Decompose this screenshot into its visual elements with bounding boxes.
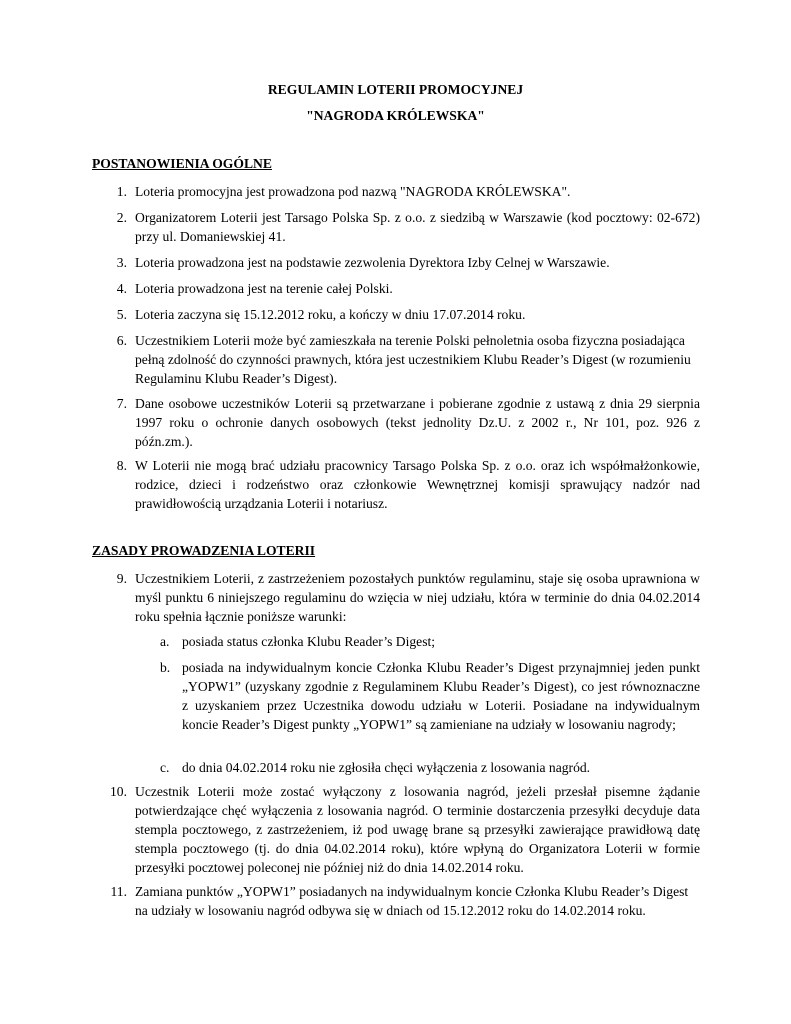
list-item-number: 7. (116, 396, 127, 411)
list-item-text: Loteria prowadzona jest na terenie całej Polski. (135, 281, 393, 296)
list-item-number: 5. (116, 307, 127, 322)
sub-list-item-letter: b. (160, 660, 171, 675)
list-item-number: 6. (116, 333, 127, 348)
list-item-text: Loteria promocyjna jest prowadzona pod nazwą "NAGRODA KRÓLEWSKA". (135, 184, 571, 199)
list-item-number: 8. (116, 458, 127, 473)
document-title-line1: REGULAMIN LOTERII PROMOCYJNEJ (267, 82, 524, 97)
list-item-text: Uczestnikiem Loterii, z zastrzeżeniem pozostałych punktów regulaminu, staje się osoba uprawniona w myśl punktu 6 niniejszego regulaminu do wzięcia w niej udziału, która w terminie do dnia 04.02.2014 roku spełnia łącznie poniższe warunki: (135, 571, 700, 624)
list-item-text: Uczestnik Loterii może zostać wyłączony z losowania nagród, jeżeli przesłał pisemne żądanie potwierdzające chęć wyłączenia z losowania nagród. O terminie dostarczenia przesyłki decyduje data stempla pocztowego, z zastrzeżeniem, iż pod uwagę brane są przesyłki zawierające prawidłową datę stempla pocztowego (tj. do dnia 04.02.2014 roku), które wpłyną do Organizatora Loterii w formie przesyłki pocztowej poleconej nie później niż do dnia 14.02.2014 roku. (135, 784, 700, 875)
list-item-text: Dane osobowe uczestników Loterii są przetwarzane i pobierane zgodnie z ustawą z dnia 29 sierpnia 1997 roku o ochronie danych osobowych (tekst jednolity Dz.U. z 2002 r., Nr 101, poz. 926 z późn.zm.). (135, 396, 700, 449)
list-item-number: 11. (110, 884, 127, 899)
section-heading-rules: ZASADY PROWADZENIA LOTERII (92, 543, 316, 558)
list-item-text: Loteria prowadzona jest na podstawie zezwolenia Dyrektora Izby Celnej w Warszawie. (135, 255, 610, 270)
sub-list-item-letter: c. (160, 760, 170, 775)
sub-list-item-text: posiada status członka Klubu Reader’s Digest; (182, 634, 436, 649)
document-title-line2: "NAGRODA KRÓLEWSKA" (306, 108, 485, 123)
list-item-number: 4. (116, 281, 127, 296)
list-item-number: 1. (116, 184, 127, 199)
section-heading-general: POSTANOWIENIA OGÓLNE (92, 156, 272, 171)
sub-list-item-text: posiada na indywidualnym koncie Członka Klubu Reader’s Digest przynajmniej jeden punkt „YOPW1” (uzyskany zgodnie z Regulaminem Klubu Reader’s Digest), co jest równoznaczne z uzyskaniem przez Uczestnika dowodu udziału w Loterii. Posiadane na indywidualnym koncie Reader’s Digest punkty „YOPW1” są zamieniane na udziały w losowaniu nagrody; (182, 660, 700, 732)
list-item-text: Zamiana punktów „YOPW1” posiadanych na indywidualnym koncie Członka Klubu Reader’s Digest na udziały w losowaniu nagród odbywa się w dniach od 15.12.2012 roku do 14.02.2014 roku. (135, 884, 689, 918)
sub-list-item-letter: a. (160, 634, 170, 649)
list-item-text: Organizatorem Loterii jest Tarsago Polska Sp. z o.o. z siedzibą w Warszawie (kod pocztowy: 02-672) przy ul. Domaniewskiej 41. (135, 210, 700, 244)
list-item-text: Loteria zaczyna się 15.12.2012 roku, a kończy w dniu 17.07.2014 roku. (135, 307, 526, 322)
sub-list-item-text: do dnia 04.02.2014 roku nie zgłosiła chęci wyłączenia z losowania nagród. (182, 760, 591, 775)
list-item-number: 9. (116, 571, 127, 586)
list-item-number: 2. (116, 210, 127, 225)
list-item-number: 3. (116, 255, 127, 270)
list-item-text: Uczestnikiem Loterii może być zamieszkała na terenie Polski pełnoletnia osoba fizyczna posiadająca pełną zdolność do czynności prawnych, która jest uczestnikiem Klubu Reader’s Digest (w rozumieniu Regulaminu Klubu Reader’s Digest). (135, 333, 691, 386)
list-item-number: 10. (110, 784, 127, 799)
list-item-text: W Loterii nie mogą brać udziału pracownicy Tarsago Polska Sp. z o.o. oraz ich współmałżonkowie, rodzice, dzieci i rodzeństwo oraz członkowie Wewnętrznej komisji sprawujący nadzór nad prawidłowością urządzania Loterii i notariusz. (135, 458, 700, 511)
